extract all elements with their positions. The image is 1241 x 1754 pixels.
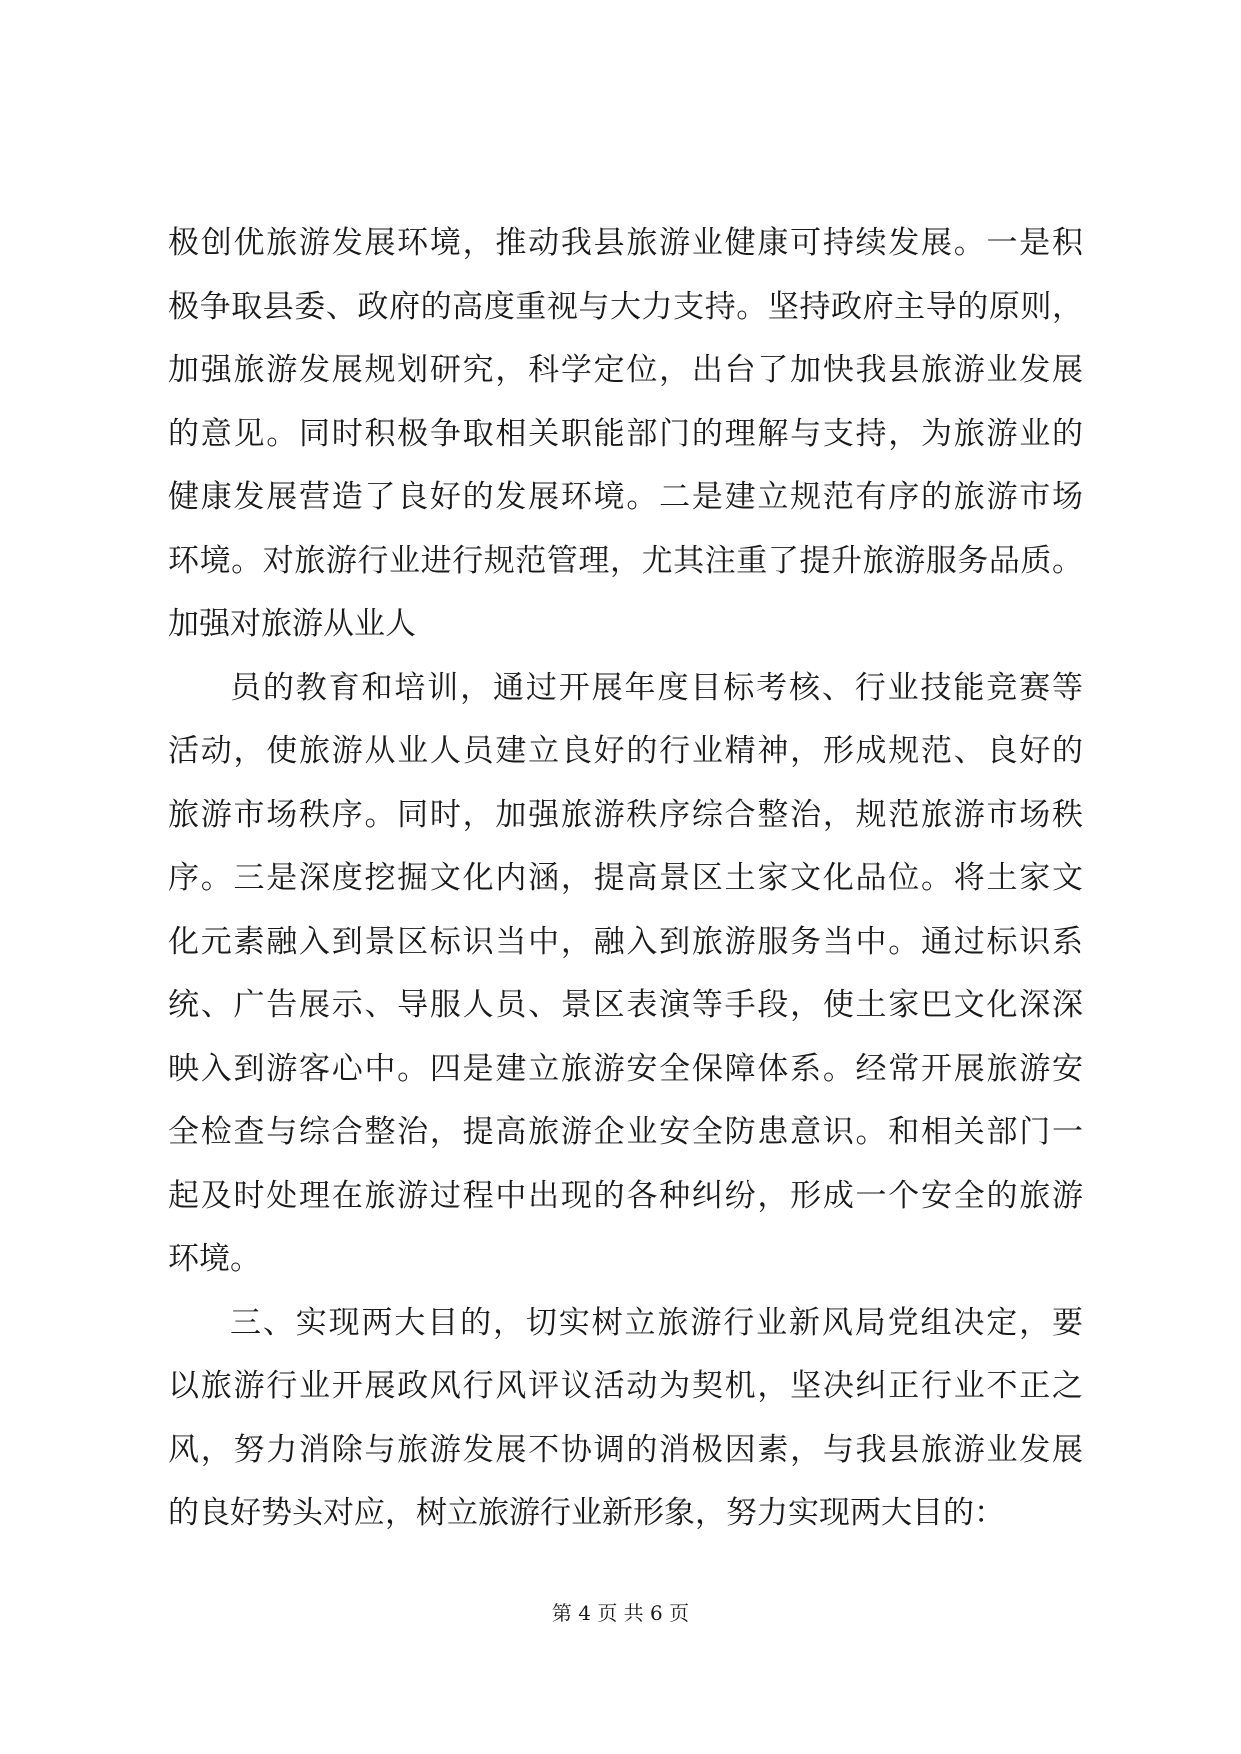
text-line: 极争取县委、政府的高度重视与大力支持。坚持政府主导的原则， [168, 288, 1083, 325]
text-line: 三、实现两大目的，切实树立旅游行业新风局党组决定，要 [230, 1304, 1083, 1341]
body-text [168, 212, 1083, 1546]
page-number-footer: 第 4 页 共 6 页 [551, 1601, 690, 1625]
text-line: 极创优旅游发展环境，推动我县旅游业健康可持续发展。一是积 [168, 225, 1083, 261]
text-line: 环境。 [168, 1241, 261, 1277]
text-line: 全检查与综合整治，提高旅游企业安全防患意识。和相关部门一 [168, 1114, 1083, 1150]
text-line: 统、广告展示、导服人员、景区表演等手段，使土家巴文化深深 [168, 987, 1083, 1023]
text-line: 旅游市场秩序。同时，加强旅游秩序综合整治，规范旅游市场秩 [168, 796, 1083, 833]
text-line: 健康发展营造了良好的发展环境。二是建立规范有序的旅游市场 [168, 479, 1083, 515]
text-line: 序。三是深度挖掘文化内涵，提高景区土家文化品位。将土家文 [168, 860, 1083, 896]
text-line: 的良好势头对应，树立旅游行业新形象，努力实现两大目的： [168, 1495, 1005, 1531]
text-line: 化元素融入到景区标识当中，融入到旅游服务当中。通过标识系 [168, 923, 1083, 960]
text-line: 的意见。同时积极争取相关职能部门的理解与支持，为旅游业的 [168, 415, 1083, 452]
text-line: 起及时处理在旅游过程中出现的各种纠纷，形成一个安全的旅游 [168, 1177, 1083, 1214]
text-line: 员的教育和培训，通过开展年度目标考核、行业技能竞赛等 [230, 669, 1083, 706]
text-line: 环境。对旅游行业进行规范管理，尤其注重了提升旅游服务品质。 [168, 542, 1083, 579]
text-line: 以旅游行业开展政风行风评议活动为契机，坚决纠正行业不正之 [168, 1368, 1083, 1404]
text-line: 加强对旅游从业人 [168, 606, 416, 642]
text-line: 活动，使旅游从业人员建立良好的行业精神，形成规范、良好的 [168, 733, 1083, 769]
text-line: 加强旅游发展规划研究，科学定位，出台了加快我县旅游业发展 [168, 352, 1083, 388]
text-line: 风，努力消除与旅游发展不协调的消极因素，与我县旅游业发展 [168, 1431, 1083, 1468]
text-line: 映入到游客心中。四是建立旅游安全保障体系。经常开展旅游安 [168, 1050, 1083, 1087]
